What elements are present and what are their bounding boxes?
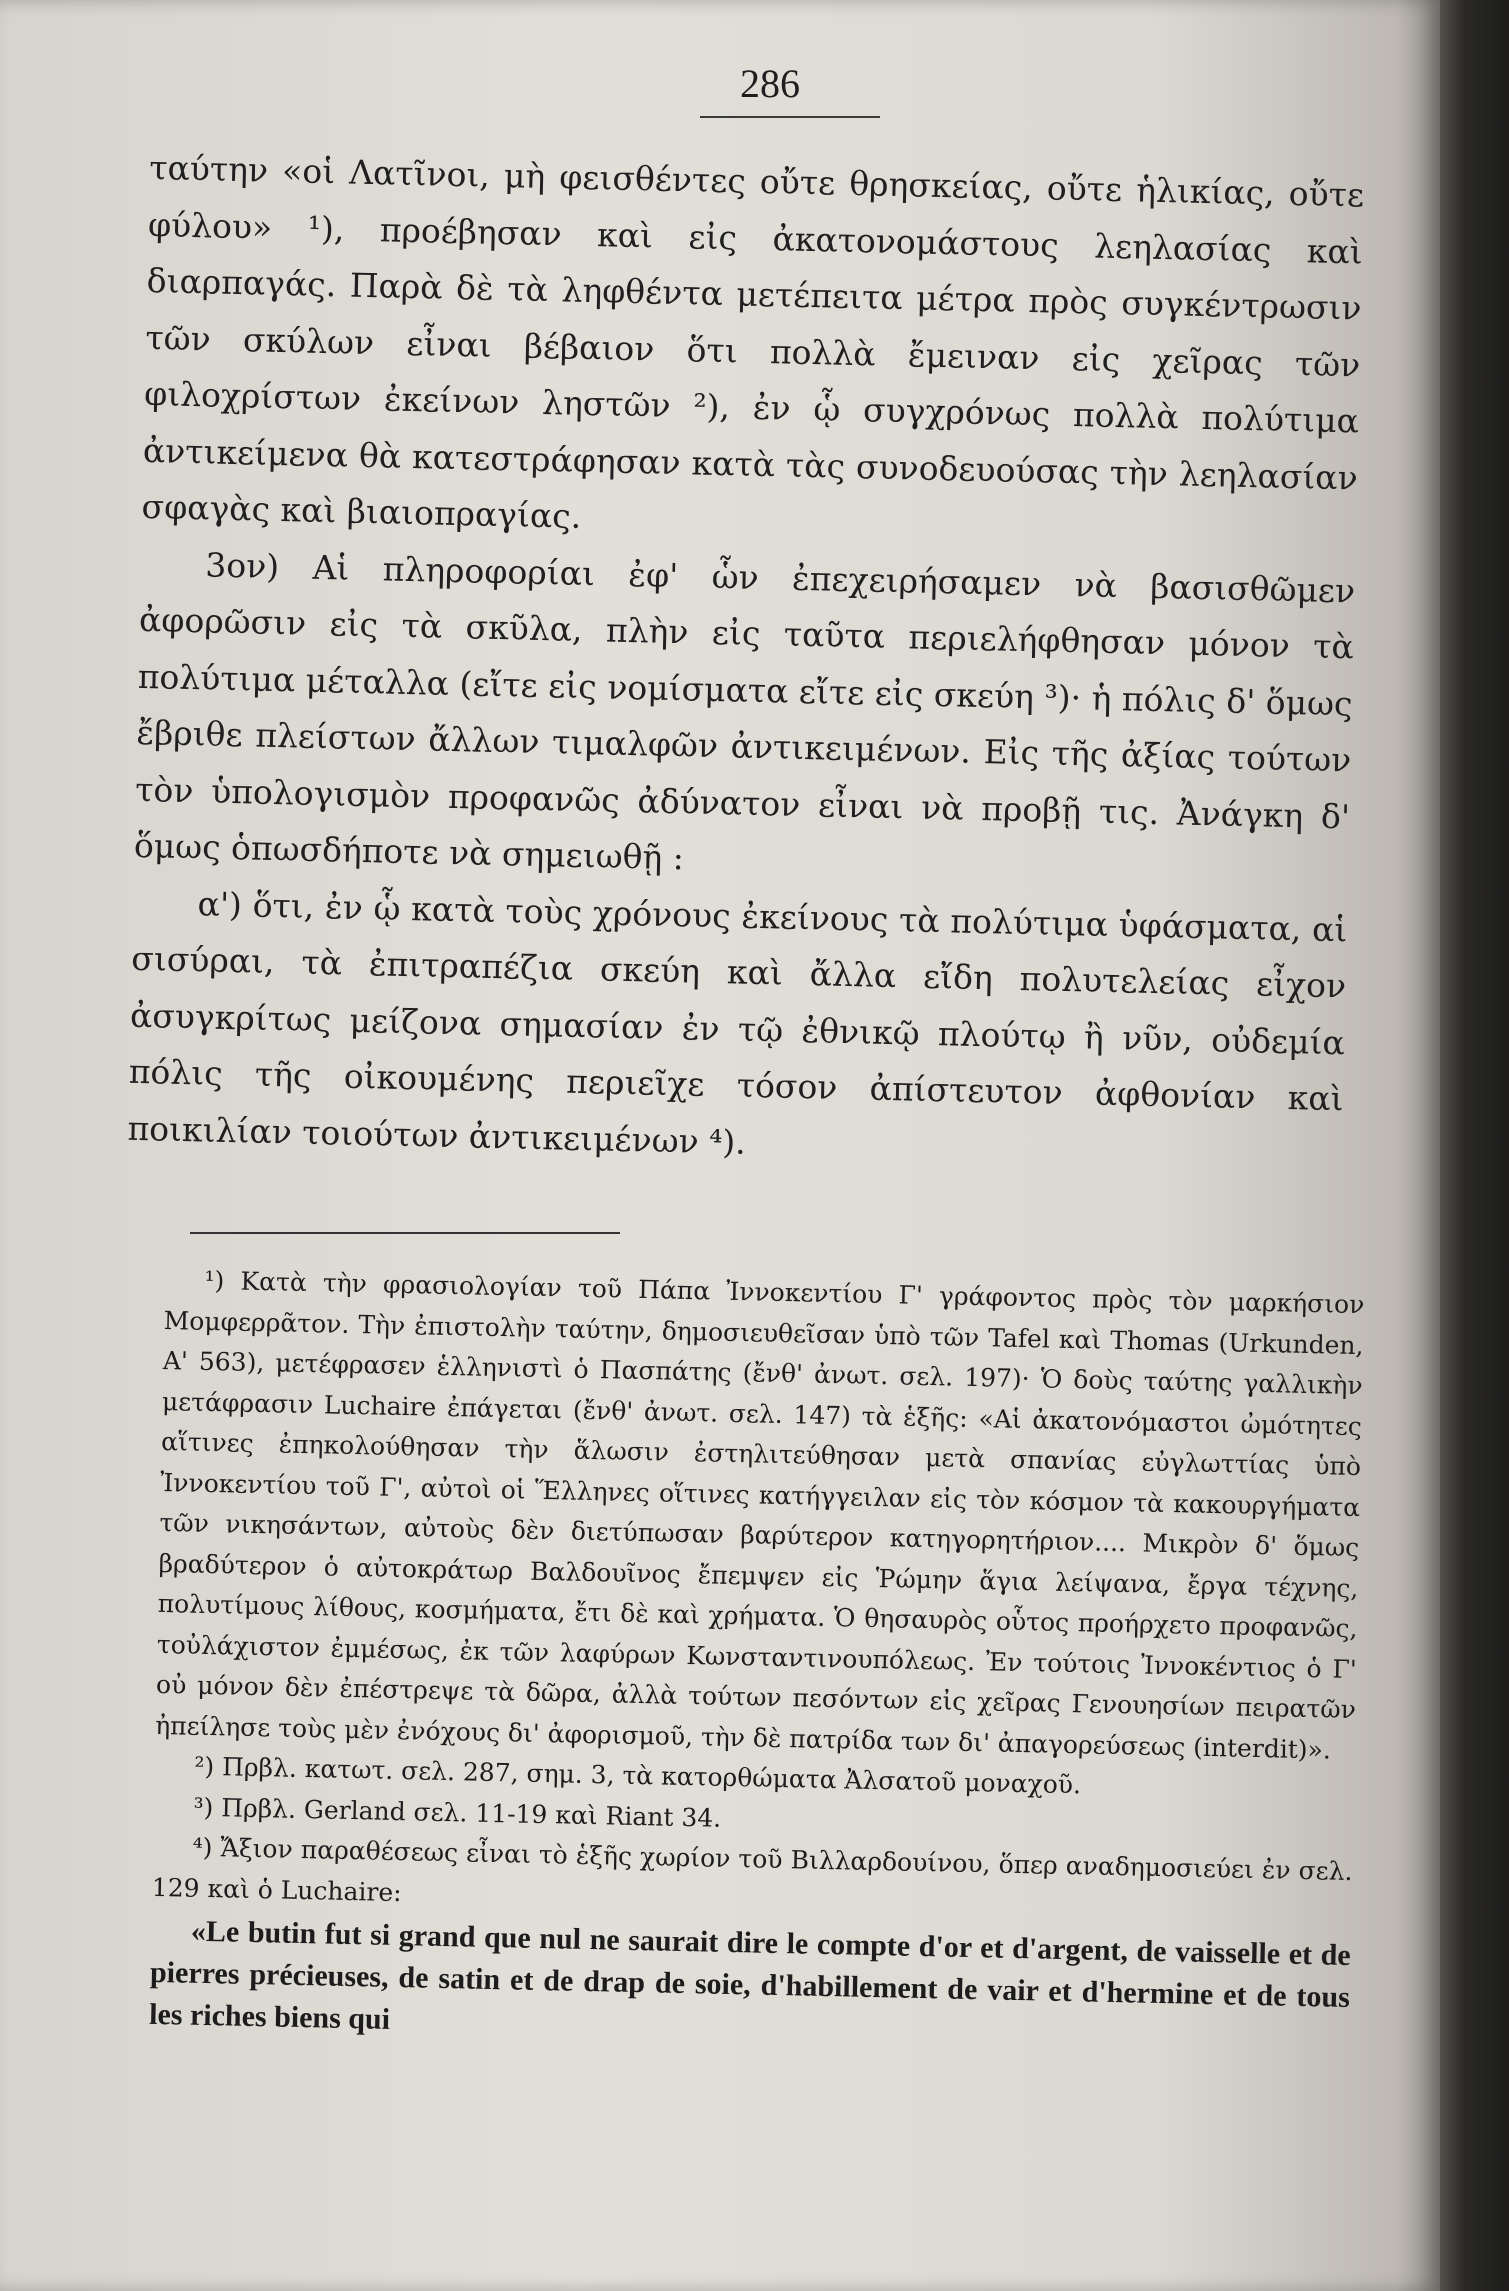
paragraph-2: 3ον) Αἱ πληροφορίαι ἐφ' ὧν ἐπεχειρήσαμεν νὰ βασισθῶμεν ἀφορῶσιν εἰς τὰ σκῦλα, πλὴν εἰς ταῦτα περιελήφθησαν μόνον τὰ πολύτιμα μέταλλα (εἴτε εἰς νομίσματα εἴτε εἰς σκεύη ³)· ἡ πόλις δ' ὅμως ἔβριθε πλείστων ἄλλων τιμαλφῶν ἀντικειμένων. Εἰς τῆς ἀξίας τούτων τὸν ὑπολογισμὸν προφανῶς ἀδύνατον εἶναι νὰ προβῇ τις. Ἀνάγκη δ' ὅμως ὁπωσδήποτε νὰ σημειωθῇ : — [133, 544, 1356, 878]
footnote-3: ³) Πρβλ. Gerland σελ. 11-19 καὶ Riant 34. — [193, 1792, 722, 1833]
paragraph-3: α') ὅτι, ἐν ᾧ κατὰ τοὺς χρόνους ἐκείνους τὰ πολύτιμα ὑφάσματα, αἱ σισύραι, τὰ ἐπιτραπέζια σκεύη καὶ ἄλλα εἴδη πολυτελείας εἶχον ἀσυγκρίτως μείζονα σημασίαν ἐν τῷ ἐθνικῷ πλούτῳ ἢ νῦν, οὐδεμία πόλις τῆς οἰκουμένης περιεῖχε τόσον ἀπίστευτον ἀφθονίαν καὶ ποικιλίαν τοιούτων ἀντικειμένων ⁴). — [127, 883, 1348, 1162]
main-text — [127, 140, 1365, 1184]
header-rule — [700, 116, 880, 118]
footnotes — [149, 1260, 1365, 2061]
paragraph-1: ταύτην «οἱ Λατῖνοι, μὴ φεισθέντες οὔτε θρησκείας, οὔτε ἡλικίας, οὔτε φύλου» ¹), προέβησαν καὶ εἰς ἀκατονομάστους λεηλασίας καὶ διαρπαγάς. Παρὰ δὲ τὰ ληφθέντα μετέπειτα μέτρα πρὸς συγκέντρωσιν τῶν σκύλων εἶναι βέβαιον ὅτι πολλὰ ἔμειναν εἰς χεῖρας τῶν φιλοχρίστων ἐκείνων ληστῶν ²), ἐν ᾧ συγχρόνως πολλὰ πολύτιμα ἀντικείμενα θὰ κατεστράφησαν κατὰ τὰς συνοδευούσας τὴν λεηλασίαν σφαγὰς καὶ βιαιοπραγίας. — [141, 147, 1365, 536]
french-quote: «Le butin fut si grand que nul ne saurait dire le compte d'or et d'argent, de vaisselle et de pierres précieuses, de satin et de drap de soie, d'habillement de vair et d'hermine et de tous les riches biens qui — [148, 1914, 1352, 2036]
footnote-rule — [190, 1232, 620, 1234]
footnote-4: ⁴) Ἄξιον παραθέσεως εἶναι τὸ ἑξῆς χωρίον τοῦ Βιλλαρδουίνου, ὅπερ αναδημοσιεύει ἐν σελ. 129 καὶ ὁ Luchaire: — [151, 1832, 1353, 1907]
book-gutter — [1440, 0, 1509, 2291]
page-number: 286 — [740, 61, 800, 106]
footnote-2: ²) Πρβλ. κατωτ. σελ. 287, σημ. 3, τὰ κατορθώματα Ἀλσατοῦ μοναχοῦ. — [194, 1751, 1082, 1800]
footnote-1: ¹) Κατὰ τὴν φρασιολογίαν τοῦ Πάπα Ἰννοκεντίου Γ' γράφοντος πρὸς τὸν μαρκήσιον Μομφερρᾶτον. Τὴν ἐπιστολὴν ταύτην, δημοσιευθεῖσαν ὑπὸ τῶν Tafel καὶ Thomas (Urkunden, Α' 563), μετέφρασεν ἑλληνιστὶ ὁ Πασπάτης (ἔνθ' ἀνωτ. σελ. 197)· Ὁ δοὺς ταύτης γαλλικὴν μετάφρασιν Luchaire ἐπάγεται (ἔνθ' ἀνωτ. σελ. 147) τὰ ἑξῆς: «Αἱ ἀκατονόμαστοι ὠμότητες αἵτινες ἐπηκολούθησαν τὴν ἅλωσιν ἐστηλιτεύθησαν μετὰ σπανίας εὐγλωττίας ὑπὸ Ἰννοκεντίου τοῦ Γ', αὐτοὶ οἱ Ἕλληνες οἵτινες κατήγγειλαν εἰς τὸν κόσμον τὰ κακουργήματα τῶν νικησάντων, αὐτοὺς δὲν διετύπωσαν βαρύτερον κατηγορητήριον.... Μικρὸν δ' ὅμως βραδύτερον ὁ αὐτοκράτωρ Βαλδουῖνος ἔπεμψεν εἰς Ῥώμην ἅγια λείψανα, ἔργα τέχνης, πολυτίμους λίθους, κοσμήματα, ἔτι δὲ καὶ χρήματα. Ὁ θησαυρὸς οὗτος προήρχετο προφανῶς, τοὐλάχιστον ἐμμέσως, ἐκ τῶν λαφύρων Κωνσταντινουπόλεως. Ἐν τούτοις Ἰννοκέντιος ὁ Γ' οὐ μόνον δὲν ἐπέστρεψε τὰ δῶρα, ἀλλὰ τούτων πεσόντων εἰς χεῖρας Γενουησίων πειρατῶν ἠπείλησε τοὺς μὲν ἐνόχους δι' ἀφορισμοῦ, τὴν δὲ πατρίδα των δι' ἀπαγορεύσεως (interdit)». — [154, 1265, 1365, 1765]
